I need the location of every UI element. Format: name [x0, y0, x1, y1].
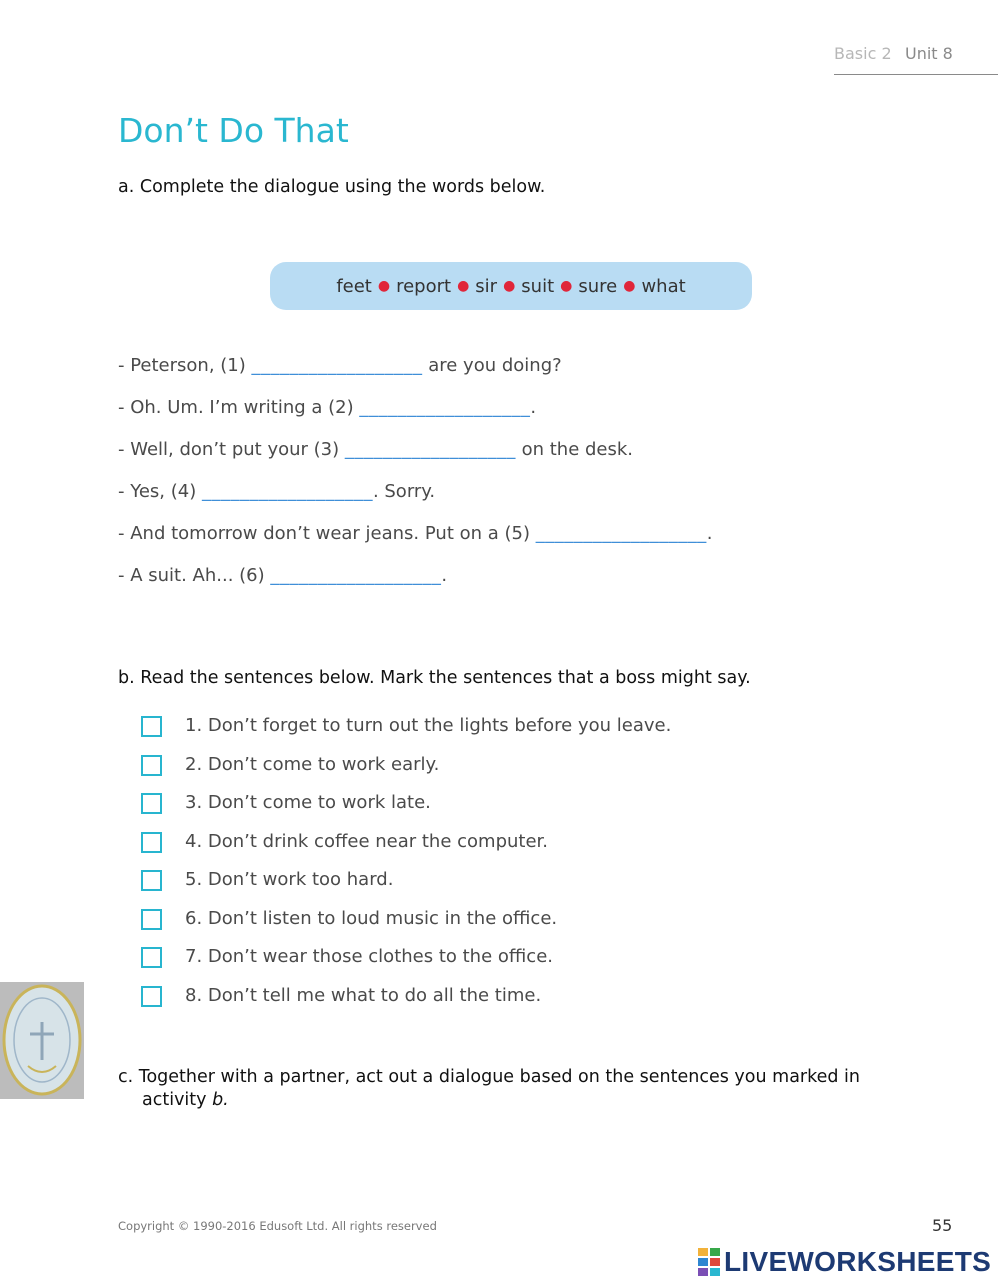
- dialogue-text: are you doing?: [422, 355, 562, 376]
- lw-wordmark: LIVEWORKSHEETS: [724, 1246, 992, 1277]
- blank-input-5[interactable]: __________________: [535, 523, 707, 544]
- dialogue-text: - Oh. Um. I’m writing a (2): [118, 397, 360, 418]
- word-bank-item: sure: [578, 275, 618, 297]
- dialogue-text: - And tomorrow don’t wear jeans. Put on a (5): [118, 523, 536, 544]
- dialogue-text: .: [441, 565, 448, 586]
- bullet-icon: ●: [503, 278, 516, 294]
- blank-input-6[interactable]: __________________: [270, 565, 442, 586]
- checkbox-5[interactable]: [141, 870, 162, 891]
- part-c-line-2: [118, 1089, 898, 1112]
- dialogue-text: on the desk.: [515, 439, 634, 460]
- university-seal-image: [0, 982, 84, 1099]
- dialogue-text: .: [706, 523, 713, 544]
- liveworksheets-logo: [698, 1244, 994, 1280]
- dialogue-line-4: [118, 481, 435, 502]
- word-bank: [270, 262, 752, 310]
- word-bank-item: what: [641, 275, 686, 297]
- blank-input-3[interactable]: __________________: [344, 439, 516, 460]
- checkbox-7[interactable]: [141, 947, 162, 968]
- sentence-8: 8. Don’t tell me what to do all the time.: [185, 985, 542, 1006]
- blank-input-1[interactable]: __________________: [251, 355, 423, 376]
- sentence-1: 1. Don’t forget to turn out the lights before you leave.: [185, 715, 672, 736]
- blank-input-4[interactable]: __________________: [201, 481, 373, 502]
- word-bank-item: suit: [521, 275, 555, 297]
- dialogue-line-5: [118, 523, 712, 544]
- checkbox-6[interactable]: [141, 909, 162, 930]
- sentence-4: 4. Don’t drink coffee near the computer.: [185, 831, 549, 852]
- lw-blocks-icon: [698, 1248, 722, 1276]
- part-a-instruction: a. Complete the dialogue using the words below.: [118, 177, 546, 197]
- checkbox-4[interactable]: [141, 832, 162, 853]
- bullet-icon: ●: [623, 278, 636, 294]
- part-c-text: activity: [142, 1090, 213, 1110]
- sentence-5: 5. Don’t work too hard.: [185, 869, 394, 890]
- part-c-line-1: c. Together with a partner, act out a dialogue based on the sentences you marked in: [118, 1067, 861, 1087]
- word-bank-item: feet: [336, 275, 372, 297]
- checkbox-8[interactable]: [141, 986, 162, 1007]
- sentence-2: 2. Don’t come to work early.: [185, 754, 440, 775]
- page-number: 55: [932, 1216, 953, 1235]
- word-bank-item: sir: [475, 275, 498, 297]
- bullet-icon: ●: [457, 278, 470, 294]
- part-c-instruction: [118, 1066, 898, 1112]
- dialogue-text: - A suit. Ah... (6): [118, 565, 271, 586]
- bullet-icon: ●: [560, 278, 573, 294]
- header-divider: [834, 74, 998, 75]
- blank-input-2[interactable]: __________________: [359, 397, 531, 418]
- dialogue-line-3: [118, 439, 633, 460]
- sentence-6: 6. Don’t listen to loud music in the office.: [185, 908, 558, 929]
- dialogue-text: - Peterson, (1): [118, 355, 252, 376]
- bullet-icon: ●: [377, 278, 391, 294]
- unit-label: Unit 8: [905, 44, 953, 63]
- part-b-instruction: b. Read the sentences below. Mark the sentences that a boss might say.: [118, 668, 751, 688]
- dialogue-line-1: [118, 355, 562, 376]
- level-label: Basic 2: [834, 44, 892, 63]
- dialogue-line-2: [118, 397, 536, 418]
- dialogue-text: - Yes, (4): [118, 481, 202, 502]
- checkbox-2[interactable]: [141, 755, 162, 776]
- dialogue-text: .: [530, 397, 537, 418]
- part-c-emphasis: b.: [212, 1090, 229, 1110]
- dialogue-line-6: [118, 565, 447, 586]
- checkbox-3[interactable]: [141, 793, 162, 814]
- dialogue-text: - Well, don’t put your (3): [118, 439, 345, 460]
- checkbox-1[interactable]: [141, 716, 162, 737]
- dialogue-text: . Sorry.: [372, 481, 436, 502]
- copyright: Copyright © 1990-2016 Edusoft Ltd. All rights reserved: [118, 1219, 437, 1233]
- page-title: Don’t Do That: [118, 111, 349, 150]
- word-bank-item: report: [396, 275, 452, 297]
- sentence-3: 3. Don’t come to work late.: [185, 792, 431, 813]
- sentence-7: 7. Don’t wear those clothes to the office.: [185, 946, 553, 967]
